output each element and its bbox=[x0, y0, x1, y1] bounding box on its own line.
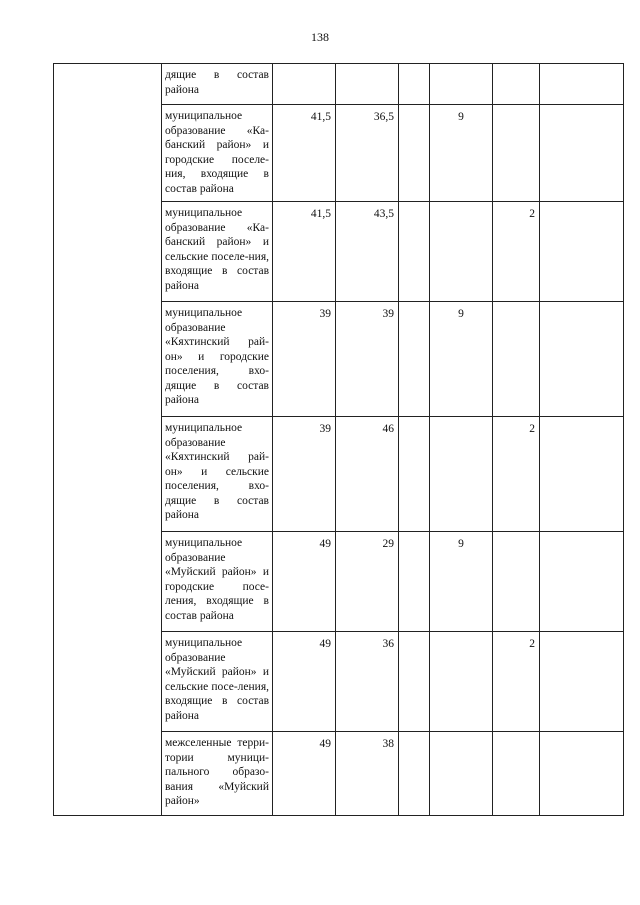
value-cell-4 bbox=[430, 632, 493, 732]
value-cell-6 bbox=[540, 732, 624, 816]
value-cell-5: 2 bbox=[493, 417, 540, 532]
name-cell: муниципальное образование «Ка-банский район» и сельские поселе-ния, входящие в состав района bbox=[162, 202, 273, 302]
value-cell-1: 49 bbox=[273, 632, 336, 732]
value-cell-2: 38 bbox=[336, 732, 399, 816]
value-cell-6 bbox=[540, 532, 624, 632]
value-cell-1: 41,5 bbox=[273, 202, 336, 302]
value-cell-2: 29 bbox=[336, 532, 399, 632]
value-cell-1 bbox=[273, 64, 336, 105]
name-cell: муниципальное образование «Муйский район» и городские посе-ления, входящие в состав района bbox=[162, 532, 273, 632]
value-cell-2: 43,5 bbox=[336, 202, 399, 302]
value-cell-3 bbox=[399, 202, 430, 302]
value-cell-4: 9 bbox=[430, 532, 493, 632]
value-cell-2: 46 bbox=[336, 417, 399, 532]
value-cell-1: 49 bbox=[273, 732, 336, 816]
name-cell: дящие в состав района bbox=[162, 64, 273, 105]
name-cell: муниципальное образование «Ка-банский район» и городские поселе-ния, входящие в состав района bbox=[162, 105, 273, 202]
value-cell-3 bbox=[399, 64, 430, 105]
value-cell-4 bbox=[430, 64, 493, 105]
value-cell-1: 39 bbox=[273, 417, 336, 532]
value-cell-6 bbox=[540, 302, 624, 417]
value-cell-5: 2 bbox=[493, 202, 540, 302]
value-cell-6 bbox=[540, 64, 624, 105]
value-cell-3 bbox=[399, 417, 430, 532]
value-cell-1: 41,5 bbox=[273, 105, 336, 202]
value-cell-4 bbox=[430, 417, 493, 532]
value-cell-4: 9 bbox=[430, 105, 493, 202]
value-cell-3 bbox=[399, 732, 430, 816]
value-cell-5 bbox=[493, 532, 540, 632]
name-cell: муниципальное образование «Кяхтинский рай-он» и сельские поселения, вхо-дящие в состав района bbox=[162, 417, 273, 532]
name-cell: муниципальное образование «Муйский район» и сельские посе-ления, входящие в состав района bbox=[162, 632, 273, 732]
value-cell-5 bbox=[493, 302, 540, 417]
value-cell-2: 39 bbox=[336, 302, 399, 417]
value-cell-2: 36 bbox=[336, 632, 399, 732]
page-number: 138 bbox=[311, 30, 329, 44]
name-cell: муниципальное образование «Кяхтинский рай-он» и городские поселения, вхо-дящие в состав района bbox=[162, 302, 273, 417]
value-cell-2: 36,5 bbox=[336, 105, 399, 202]
value-cell-5 bbox=[493, 105, 540, 202]
value-cell-6 bbox=[540, 417, 624, 532]
value-cell-3 bbox=[399, 302, 430, 417]
value-cell-6 bbox=[540, 202, 624, 302]
table-row bbox=[54, 64, 624, 105]
name-cell: межселенные терри-тории муници-пального образо-вания «Муйский район» bbox=[162, 732, 273, 816]
value-cell-4 bbox=[430, 732, 493, 816]
value-cell-1: 49 bbox=[273, 532, 336, 632]
value-cell-3 bbox=[399, 532, 430, 632]
value-cell-4: 9 bbox=[430, 302, 493, 417]
value-cell-3 bbox=[399, 105, 430, 202]
value-cell-1: 39 bbox=[273, 302, 336, 417]
value-cell-5 bbox=[493, 64, 540, 105]
value-cell-3 bbox=[399, 632, 430, 732]
value-cell-5 bbox=[493, 732, 540, 816]
value-cell-6 bbox=[540, 632, 624, 732]
value-cell-4 bbox=[430, 202, 493, 302]
value-cell-2 bbox=[336, 64, 399, 105]
value-cell-5: 2 bbox=[493, 632, 540, 732]
side-cell bbox=[54, 64, 162, 816]
value-cell-6 bbox=[540, 105, 624, 202]
data-table bbox=[53, 63, 624, 816]
